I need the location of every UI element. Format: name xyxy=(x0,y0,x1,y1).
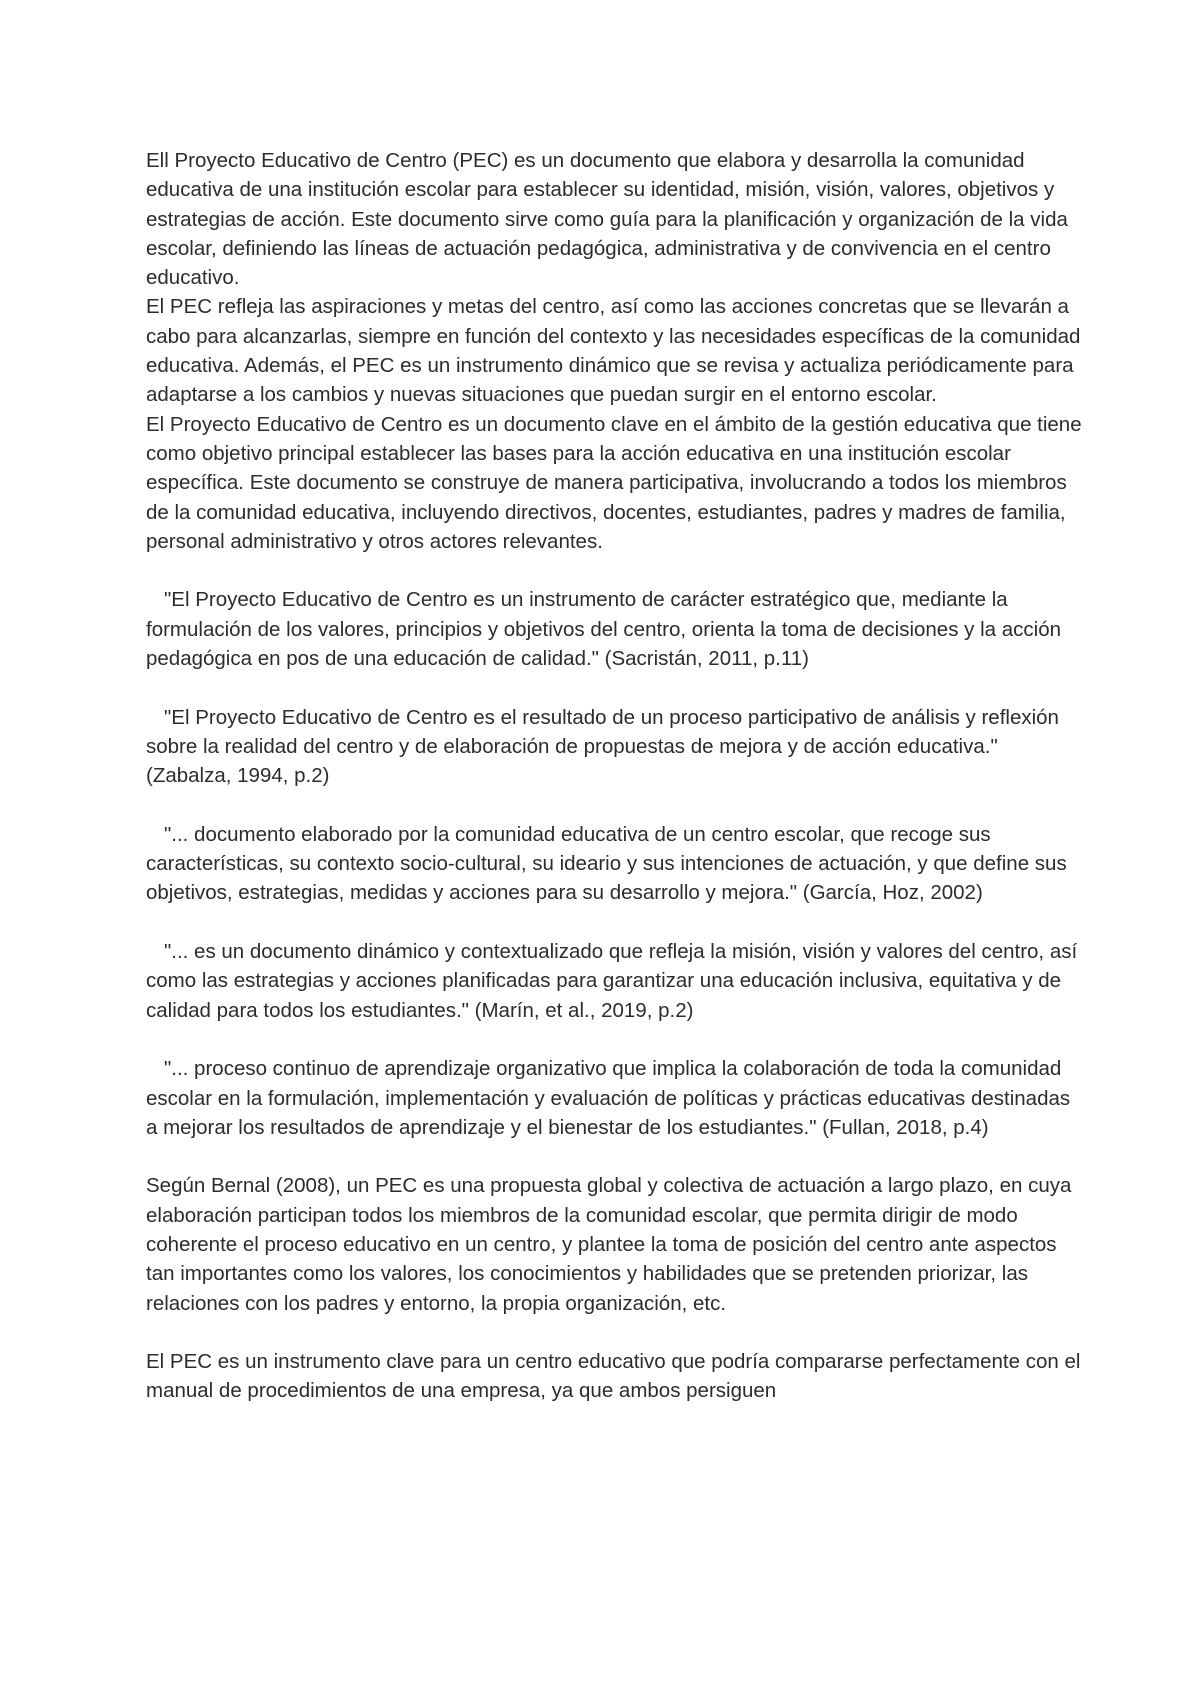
quote-fullan: "... proceso continuo de aprendizaje organizativo que implica la colaboración de toda la comunidad escolar en la formulación, implementación y evaluación de políticas y prácticas educativas destinadas a mejorar los resultados de aprendizaje y el bienestar de los estudiantes." (Fullan, 2018, p.4) xyxy=(146,1057,1071,1139)
quote-zabalza: "El Proyecto Educativo de Centro es el resultado de un proceso participativo de análisis y reflexión sobre la realidad del centro y de elaboración de propuestas de mejora y de acción educativa." (Zabalza, 1994, p.2) xyxy=(146,705,1059,788)
paragraph-spacer xyxy=(146,1142,1086,1171)
bernal-paragraph: Según Bernal (2008), un PEC es una propuesta global y colectiva de actuación a largo plazo, en cuya elaboración participan todos los miembros de la comunidad escolar, que permita dirigir de modo coherente el proceso educativo en un centro, y plantee la toma de posición del centro ante aspectos tan importantes como los valores, los conocimientos y habilidades que se pretenden priorizar, las relaciones con los padres y entorno, la propia organización, etc. xyxy=(146,1174,1072,1315)
paragraph-spacer xyxy=(146,673,1086,702)
paragraph-spacer xyxy=(146,1025,1086,1054)
quote-garcia-hoz: "... documento elaborado por la comunidad educativa de un centro escolar, que recoge sus características, su contexto socio-cultural, su ideario y sus intenciones de actuación, y que define sus objetivos, estrategias, medidas y acciones para su desarrollo y mejora." (García, Hoz, 2002) xyxy=(146,822,1067,905)
intro-paragraph-3: El Proyecto Educativo de Centro es un documento clave en el ámbito de la gestión educativa que tiene como objetivo principal establecer las bases para la acción educativa en una institución escolar específica. Este documento se construye de manera participativa, involucrando a todos los miembros de la comunidad educativa, incluyendo directivos, docentes, estudiantes, padres y madres de familia, personal administrativo y otros actores relevantes. xyxy=(146,412,1082,553)
paragraph-spacer xyxy=(146,1318,1086,1347)
quote-marin: "... es un documento dinámico y contextualizado que refleja la misión, visión y valores del centro, así como las estrategias y acciones planificadas para garantizar una educación inclusiva, equitativa y de calidad para todos los estudiantes." (Marín, et al., 2019, p.2) xyxy=(146,940,1078,1022)
intro-paragraph-2: El PEC refleja las aspiraciones y metas del centro, así como las acciones concretas que se llevarán a cabo para alcanzarlas, siempre en función del contexto y las necesidades específicas de la comunidad educativa. Además, el PEC es un instrumento dinámico que se revisa y actualiza periódicamente para adaptarse a los cambios y nuevas situaciones que puedan surgir en el entorno escolar. xyxy=(146,295,1081,407)
paragraph-spacer xyxy=(146,791,1086,820)
document-page xyxy=(146,146,1086,1406)
paragraph-spacer xyxy=(146,556,1086,585)
closing-paragraph: El PEC es un instrumento clave para un centro educativo que podría compararse perfectamente con el manual de procedimientos de una empresa, ya que ambos persiguen xyxy=(146,1350,1081,1403)
quote-sacristan: "El Proyecto Educativo de Centro es un instrumento de carácter estratégico que, mediante la formulación de los valores, principios y objetivos del centro, orienta la toma de decisiones y la acción pedagógica en pos de una educación de calidad." (Sacristán, 2011, p.11) xyxy=(146,588,1062,671)
paragraph-spacer xyxy=(146,908,1086,937)
intro-paragraph-1: Ell Proyecto Educativo de Centro (PEC) es un documento que elabora y desarrolla la comunidad educativa de una institución escolar para establecer su identidad, misión, visión, valores, objetivos y estrategias de acción. Este documento sirve como guía para la planificación y organización de la vida escolar, definiendo las líneas de actuación pedagógica, administrativa y de convivencia en el centro educativo. xyxy=(146,149,1068,290)
